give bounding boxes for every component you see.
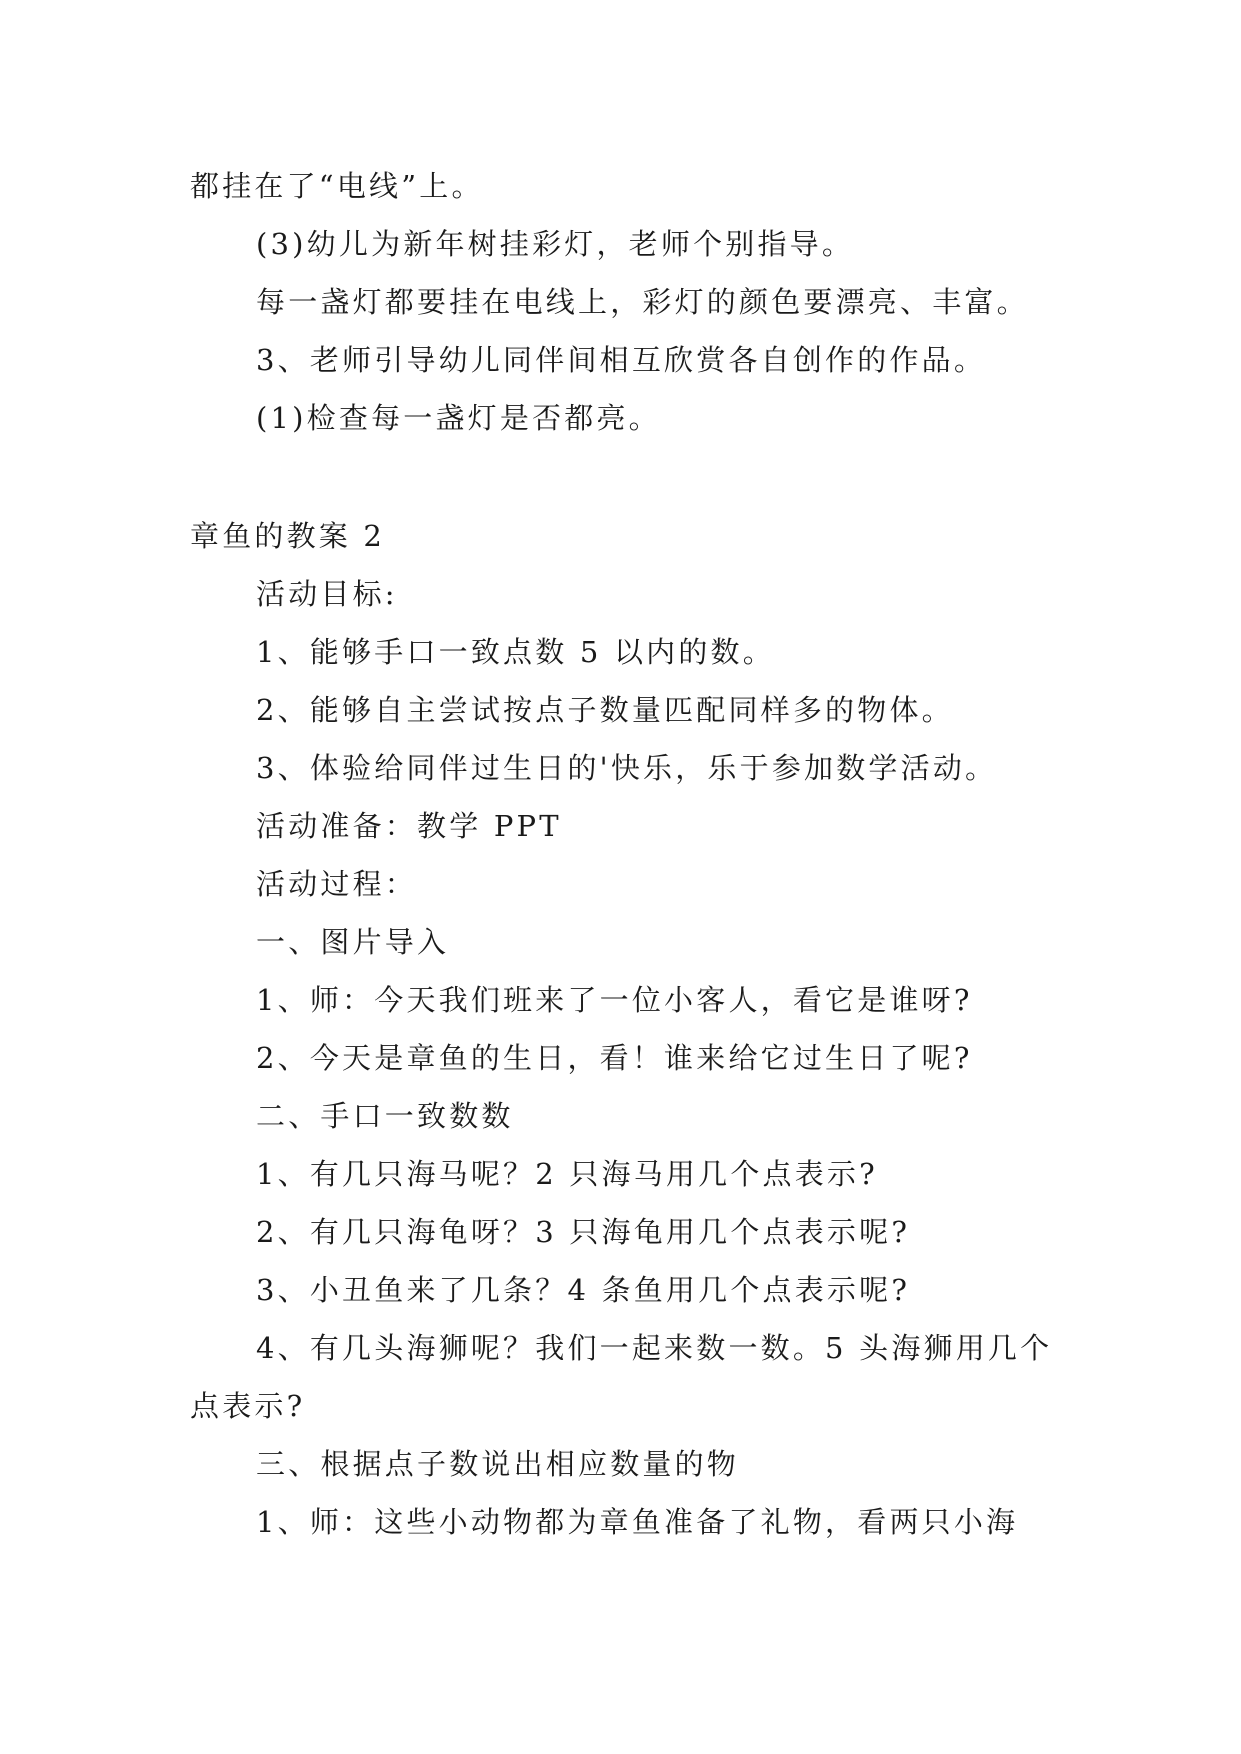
paragraph-line: 1、有几只海马呢？2 只海马用几个点表示? <box>256 1157 878 1191</box>
section-heading: 章鱼的教案 2 <box>190 519 386 553</box>
paragraph-line: 4、有几头海狮呢？我们一起来数一数。5 头海狮用几个 <box>256 1331 1053 1365</box>
paragraph-line: 活动准备：教学 PPT <box>256 809 562 843</box>
paragraph-line: 3、小丑鱼来了几条？4 条鱼用几个点表示呢? <box>256 1273 911 1307</box>
paragraph-line: (1)检查每一盏灯是否都亮。 <box>256 401 661 435</box>
paragraph-line: 点表示? <box>190 1389 306 1423</box>
paragraph-line: 每一盏灯都要挂在电线上，彩灯的颜色要漂亮、丰富。 <box>256 285 1029 319</box>
paragraph-line: 一、图片导入 <box>256 925 450 959</box>
paragraph-line: 2、今天是章鱼的生日，看！谁来给它过生日了呢? <box>256 1041 973 1075</box>
paragraph-line: 3、老师引导幼儿同伴间相互欣赏各自创作的作品。 <box>256 343 987 377</box>
paragraph-line: (3)幼儿为新年树挂彩灯，老师个别指导。 <box>256 227 855 261</box>
paragraph-line: 三、根据点子数说出相应数量的物 <box>256 1447 740 1481</box>
paragraph-line: 1、师：这些小动物都为章鱼准备了礼物，看两只小海 <box>256 1505 1019 1539</box>
paragraph-line: 2、有几只海龟呀？3 只海龟用几个点表示呢? <box>256 1215 911 1249</box>
paragraph-line: 2、能够自主尝试按点子数量匹配同样多的物体。 <box>256 693 954 727</box>
paragraph-line: 1、能够手口一致点数 5 以内的数。 <box>256 635 775 669</box>
paragraph-line: 活动目标: <box>256 577 398 611</box>
paragraph-line: 活动过程： <box>256 867 418 901</box>
paragraph-line: 1、师：今天我们班来了一位小客人，看它是谁呀? <box>256 983 973 1017</box>
paragraph-line: 二、手口一致数数 <box>256 1099 514 1133</box>
paragraph-line: 都挂在了“电线”上。 <box>190 169 484 203</box>
paragraph-line: 3、体验给同伴过生日的'快乐，乐于参加数学活动。 <box>256 751 998 785</box>
